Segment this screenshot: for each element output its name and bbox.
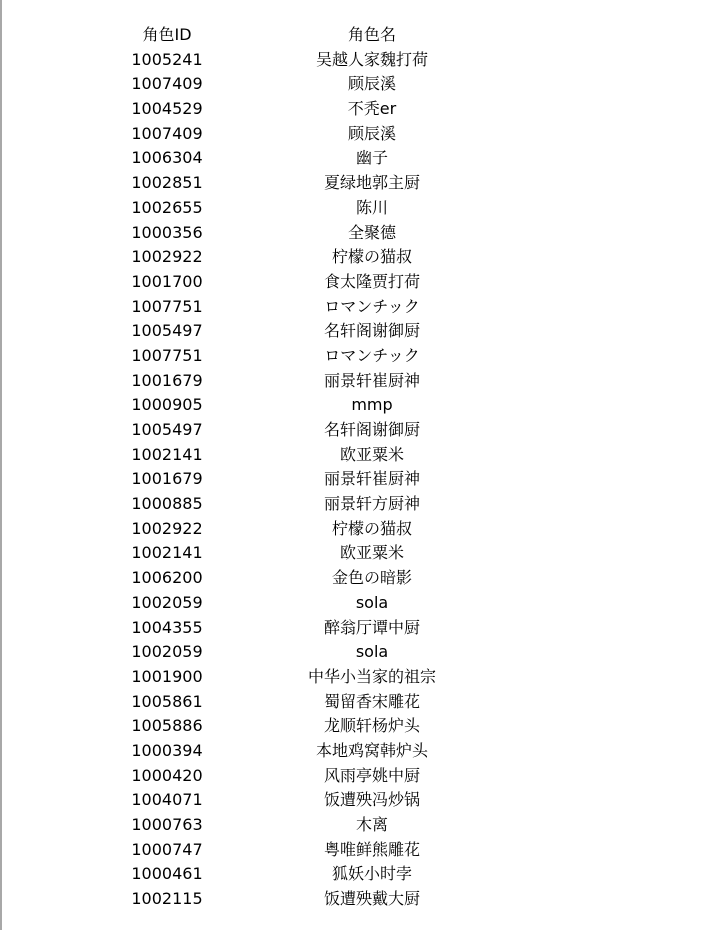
- role-name-cell: 全聚德: [347, 222, 396, 242]
- role-id-cell: 1000905: [131, 395, 203, 415]
- role-name-cell: 粤唯鲜熊雕花: [323, 839, 420, 859]
- table-row: [0, 640, 725, 665]
- header-role-id: 角色ID: [142, 25, 192, 44]
- table-body: [0, 48, 725, 912]
- table-row: [0, 171, 725, 196]
- role-name-cell: mmp: [351, 395, 393, 415]
- table-row: [0, 146, 725, 171]
- role-id-cell: 1002059: [131, 592, 203, 612]
- table-row: [0, 319, 725, 344]
- table-row: [0, 541, 725, 566]
- role-id-cell: 1005861: [131, 691, 203, 711]
- role-name-cell: 风雨亭姚中厨: [323, 765, 420, 785]
- role-id-cell: 1007751: [131, 296, 203, 316]
- role-id-cell: 1007409: [131, 123, 203, 143]
- role-name-cell: 丽景轩崔厨神: [323, 469, 420, 489]
- role-id-cell: 1005886: [131, 716, 203, 736]
- table-row: [0, 764, 725, 789]
- table-row: [0, 48, 725, 73]
- role-name-cell: 陈川: [355, 197, 388, 217]
- role-id-cell: 1002922: [131, 518, 203, 538]
- role-id-cell: 1002059: [131, 642, 203, 662]
- role-name-cell: 狐妖小时孛: [331, 864, 412, 884]
- table-row: [0, 566, 725, 591]
- table-row: [0, 245, 725, 270]
- role-id-cell: 1005241: [131, 49, 203, 69]
- role-name-cell: 欧亚粟米: [339, 543, 404, 563]
- role-name-cell: sola: [355, 642, 389, 662]
- role-id-cell: 1005497: [131, 420, 203, 439]
- table-header-row: [0, 23, 725, 48]
- role-id-cell: 1000763: [131, 815, 203, 834]
- role-name-cell: sola: [355, 592, 389, 612]
- role-id-cell: 1002141: [131, 444, 203, 464]
- role-id-cell: 1000356: [131, 222, 203, 242]
- role-id-cell: 1004071: [131, 790, 203, 810]
- role-id-cell: 1002115: [131, 889, 203, 909]
- role-name-cell: 不秃er: [347, 99, 397, 119]
- role-name-cell: 醉翁厅谭中厨: [323, 617, 420, 637]
- role-id-cell: 1000394: [131, 740, 203, 760]
- role-id-cell: 1002922: [131, 247, 203, 267]
- table-row: [0, 369, 725, 394]
- role-id-cell: 1004529: [131, 99, 203, 119]
- table-row: [0, 813, 725, 838]
- table-row: [0, 344, 725, 369]
- role-id-cell: 1002851: [131, 173, 203, 193]
- role-name-cell: 饭遭殃冯炒锅: [323, 790, 420, 810]
- table-row: [0, 221, 725, 246]
- role-name-cell: 金色の暗影: [331, 568, 412, 588]
- table-row: [0, 788, 725, 813]
- role-name-cell: ロマンチック: [324, 345, 420, 365]
- role-name-cell: 柠檬の猫叔: [331, 518, 412, 538]
- table-row: [0, 122, 725, 147]
- table-row: [0, 393, 725, 418]
- role-name-cell: 丽景轩方厨神: [323, 494, 420, 514]
- table-row: [0, 690, 725, 715]
- table-row: [0, 665, 725, 690]
- table-row: [0, 714, 725, 739]
- role-name-cell: 中华小当家的祖宗: [307, 666, 436, 686]
- role-id-cell: 1007409: [131, 74, 203, 94]
- role-id-cell: 1000885: [131, 494, 203, 514]
- role-id-cell: 1001900: [131, 666, 203, 686]
- role-id-cell: 1002655: [131, 197, 203, 217]
- role-id-cell: 1006200: [131, 568, 203, 588]
- role-id-cell: 1005497: [131, 321, 203, 341]
- role-id-cell: 1007751: [131, 345, 203, 365]
- role-name-cell: 丽景轩崔厨神: [323, 370, 420, 390]
- role-name-cell: 欧亚粟米: [339, 444, 404, 464]
- table-row: [0, 616, 725, 641]
- table-row: [0, 295, 725, 320]
- table-row: [0, 97, 725, 122]
- table-row: [0, 196, 725, 221]
- role-name-cell: 吴越人家魏打荷: [315, 49, 428, 69]
- role-id-cell: 1000420: [131, 765, 203, 785]
- table-row: [0, 492, 725, 517]
- table-row: [0, 467, 725, 492]
- role-id-cell: 1006304: [131, 148, 203, 168]
- role-name-cell: 幽子: [355, 148, 388, 168]
- table-row: [0, 887, 725, 912]
- role-table: [0, 23, 725, 912]
- role-id-cell: 1001700: [131, 271, 203, 291]
- table-row: [0, 862, 725, 887]
- role-id-cell: 1001679: [131, 469, 203, 489]
- role-name-cell: ロマンチック: [324, 296, 420, 316]
- header-role-name: 角色名: [347, 25, 396, 44]
- table-row: [0, 591, 725, 616]
- table-row: [0, 838, 725, 863]
- table-row: [0, 739, 725, 764]
- role-id-cell: 1002141: [131, 543, 203, 563]
- role-name-cell: 顾辰溪: [347, 74, 396, 94]
- role-name-cell: 顾辰溪: [347, 123, 396, 143]
- role-name-cell: 柠檬の猫叔: [331, 247, 412, 267]
- role-id-cell: 1001679: [131, 370, 203, 390]
- table-row: [0, 418, 725, 443]
- role-id-cell: 1000747: [131, 839, 203, 859]
- role-name-cell: 饭遭殃戴大厨: [323, 889, 420, 909]
- role-id-cell: 1004355: [131, 617, 203, 637]
- role-name-cell: 本地鸡窝韩炉头: [315, 740, 428, 760]
- role-name-cell: 食太隆贾打荷: [323, 271, 420, 291]
- role-name-cell: 蜀留香宋雕花: [323, 691, 420, 711]
- role-id-cell: 1000461: [131, 864, 203, 884]
- table-row: [0, 517, 725, 542]
- table-row: [0, 270, 725, 295]
- table-row: [0, 72, 725, 97]
- role-name-cell: 名轩阁谢御厨: [323, 321, 420, 341]
- role-name-cell: 夏绿地郭主厨: [323, 173, 420, 193]
- role-name-cell: 名轩阁谢御厨: [323, 420, 420, 439]
- role-name-cell: 龙顺轩杨炉头: [323, 716, 420, 736]
- table-row: [0, 443, 725, 468]
- role-name-cell: 木离: [355, 815, 388, 834]
